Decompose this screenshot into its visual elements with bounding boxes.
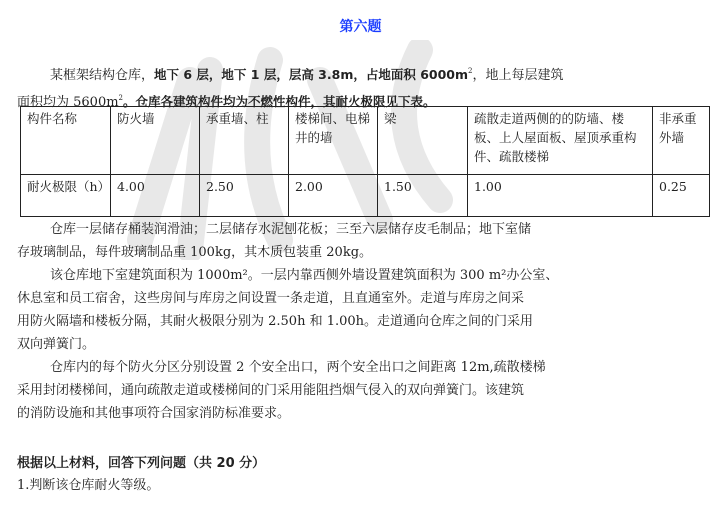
intro-text: 面积均为 5600m (17, 95, 119, 110)
paragraph-line: 仓库内的每个防火分区分别设置 2 个安全出口，两个安全出口之间距离 12m,疏散楼梯 (50, 360, 546, 375)
question-title: 第六题 (339, 19, 382, 35)
paragraph-line: 休息室和员工宿舍，这些房间与库房之间设置一条走道，且直通室外。走道与库房之间采 (17, 291, 525, 306)
exits-paragraph (17, 356, 707, 425)
table-header-cell: 梁 (378, 107, 468, 175)
paragraph-line: 用防火隔墙和楼板分隔，其耐火极限分别为 2.50h 和 1.00h。走道通向仓库之间的门采用 (17, 314, 534, 329)
table-header-cell: 非承重外墙 (653, 107, 710, 175)
table-header-row (21, 107, 710, 175)
intro-text-bold: 地下 6 层，地下 1 层，层高 3.8m，占地面积 6000m (154, 67, 469, 82)
paragraph-line: 仓库一层储存桶装润滑油；二层储存水泥刨花板；三至六层储存皮毛制品；地下室储 (50, 222, 532, 237)
table-row (21, 175, 710, 217)
table-header-cell: 构件名称 (21, 107, 111, 175)
table-header-cell: 承重墙、柱 (200, 107, 289, 175)
fire-resistance-table (20, 106, 710, 217)
basement-paragraph (17, 264, 707, 356)
storage-paragraph (17, 218, 707, 264)
table-cell: 2.50 (200, 175, 289, 217)
paragraph-line: 存玻璃制品，每件玻璃制品重 100kg，其木质包装重 20kg。 (17, 245, 373, 260)
paragraph-line: 采用封闭楼梯间，通向疏散走道或楼梯间的门采用能阻挡烟气侵入的双向弹簧门。该建筑 (17, 383, 525, 398)
table-cell: 耐火极限（h） (21, 175, 111, 217)
table-header-cell: 楼梯间、电梯井的墙 (289, 107, 378, 175)
intro-text: 某框架结构仓库， (50, 68, 155, 83)
intro-text: ，地上每层建筑 (472, 68, 564, 83)
superscript: 2 (468, 67, 473, 75)
question-1: 1.判断该仓库耐火等级。 (17, 478, 160, 493)
intro-text-bold: 。仓库各建筑构件均为不燃性构件，其耐火极限见下表。 (123, 94, 436, 109)
table-cell: 4.00 (111, 175, 200, 217)
table-cell: 1.00 (468, 175, 653, 217)
superscript: 2 (118, 94, 124, 102)
paragraph-line: 双向弹簧门。 (17, 337, 96, 352)
table-cell: 2.00 (289, 175, 378, 217)
table-header-cell: 疏散走道两侧的的防墙、楼板、上人屋面板、屋顶承重构件、疏散楼梯 (468, 107, 653, 175)
paragraph-line: 的消防设施和其他事项符合国家消防标准要求。 (17, 406, 291, 421)
table-cell: 1.50 (378, 175, 468, 217)
table-header-cell: 防火墙 (111, 107, 200, 175)
paragraph-line: 该仓库地下室建筑面积为 1000m²。一层内靠西侧外墙设置建筑面积为 300 m²办公室、 (50, 268, 559, 283)
table-cell: 0.25 (653, 175, 710, 217)
questions-heading: 根据以上材料，回答下列问题（共 20 分） (17, 456, 266, 471)
